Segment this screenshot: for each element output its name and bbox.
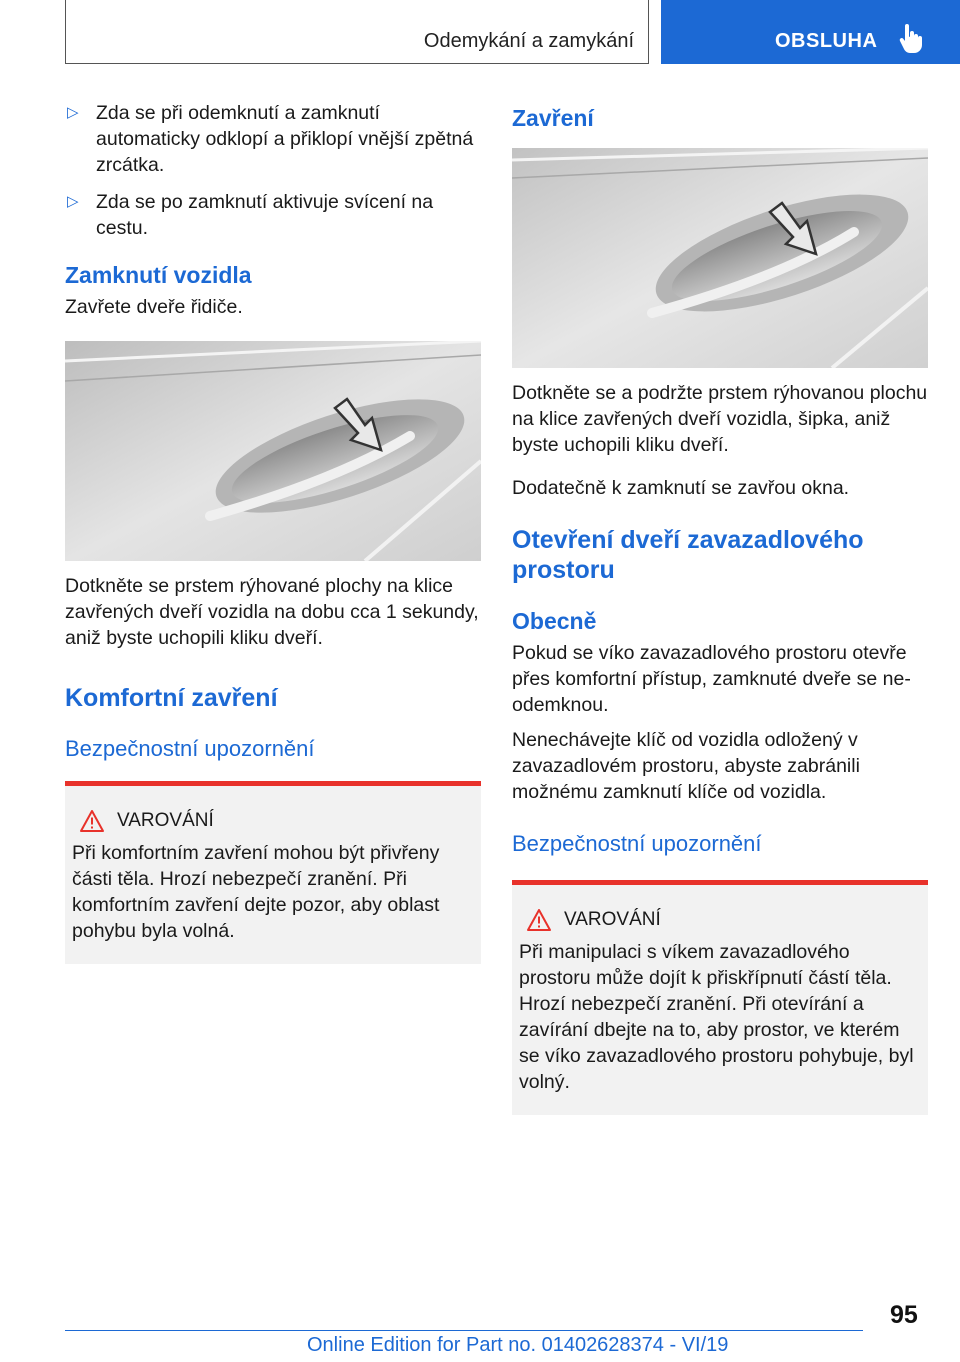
warning-text: Při manipulaci s víkem zavazadlového prostoru může dojít k přiskřípnutí částí těla. Hrozí nebezpečí zranění. Při otevírání a zavírání dbejte na to, aby prostor, ve kterém se víko zavazadlového prostoru pohybuje, byl volný.	[519, 941, 914, 1093]
warning-text: Při komfortním zavření mohou být přivřeny části těla. Hrozí nebezpečí zranění. Při komfortním zavření dejte pozor, aby oblast pohybu byla volná.	[72, 842, 440, 942]
warning-title: VAROVÁNÍ	[117, 810, 214, 831]
header-section-box	[65, 0, 649, 64]
general-text-2: Nenechávejte klíč od vozidla odložený v zavazadlovém prostoru, abyste zabránili možnému zamknutí klíče od vozidla.	[512, 729, 860, 803]
bullet-item	[65, 189, 481, 241]
image-caption: Dotkněte se prstem rýhované plochy na klice zavřených dveří vozidla na dobu cca 1 sekundy, aniž byste uchopili kliku dveří.	[65, 575, 479, 649]
warning-triangle-icon	[79, 809, 105, 833]
warning-title-row	[72, 808, 474, 834]
triangle-bullet-icon: ▷	[67, 104, 79, 121]
left-column	[65, 100, 481, 964]
warning-triangle-icon	[526, 908, 552, 932]
footer-divider	[65, 1330, 863, 1331]
warning-box	[65, 781, 481, 964]
heading-general: Obecně	[512, 608, 597, 634]
heading-comfort-close: Komfortní zavření	[65, 684, 278, 712]
warning-title-row	[519, 907, 921, 933]
header-tab-obsluha[interactable]	[661, 0, 960, 64]
hand-pointer-icon	[897, 24, 923, 54]
header-tab-label: OBSLUHA	[775, 30, 878, 52]
right-column	[512, 100, 928, 1115]
windows-text: Dodatečně k zamknutí se zavřou okna.	[512, 477, 850, 499]
heading-locking: Zamknutí vozidla	[65, 262, 252, 288]
header-section-title: Odemykání a zamykání	[423, 30, 634, 52]
heading-close: Zavření	[512, 105, 594, 131]
bullet-text: Zda se po zamknutí aktivuje svícení na cestu.	[96, 191, 434, 239]
triangle-bullet-icon: ▷	[67, 193, 79, 210]
bullet-item	[65, 100, 481, 178]
warning-title: VAROVÁNÍ	[564, 909, 661, 930]
door-handle-photo	[65, 341, 481, 561]
heading-safety: Bezpečnostní upozornění	[65, 736, 315, 761]
bullet-text: Zda se při odemknutí a zamknutí automaticky odklopí a přiklopí vnější zpětná zrcátka.	[96, 102, 474, 176]
heading-safety: Bezpečnostní upozornění	[512, 831, 762, 856]
image-caption: Dotkněte se a podržte prstem rýhovanou plochu na klice zavřených dveří vozidla, šipka, aniž byste uchopili kliku dveří.	[512, 382, 928, 456]
footer-edition-text: Online Edition for Part no. 01402628374 - VI/19	[307, 1334, 729, 1356]
warning-box	[512, 880, 928, 1115]
heading-trunk-open: Otevření dveří zavazadlového prostoru	[512, 526, 864, 584]
locking-text: Zavřete dveře řidiče.	[65, 296, 243, 318]
general-text-1: Pokud se víko zavazadlového prostoru otevře přes komfortní přístup, zamknuté dveře se neodemknou.	[512, 642, 911, 716]
page-number: 95	[890, 1301, 918, 1329]
door-handle-photo	[512, 148, 928, 368]
